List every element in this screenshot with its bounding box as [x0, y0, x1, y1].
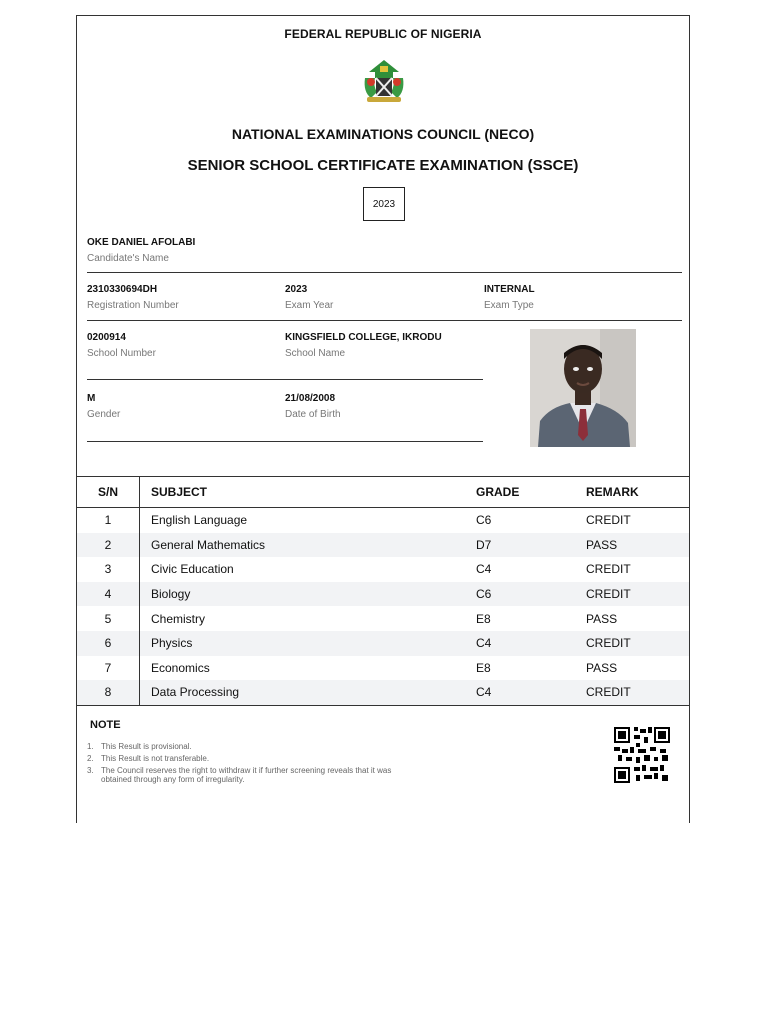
row-sn: 8 — [77, 680, 140, 705]
registration-label: Registration Number — [87, 300, 179, 311]
registration-field — [87, 284, 179, 311]
note-text: This Result is provisional. — [101, 742, 192, 751]
divider — [87, 320, 682, 321]
table-row — [77, 656, 690, 681]
school-name-label: School Name — [285, 348, 346, 359]
school-number-label: School Number — [87, 348, 156, 359]
candidate-name-field — [87, 237, 195, 264]
row-subject: Biology — [140, 582, 477, 607]
qr-code-icon — [614, 727, 670, 783]
school-name-field — [285, 332, 442, 359]
country-title: FEDERAL REPUBLIC OF NIGERIA — [284, 27, 482, 41]
note-text: The Council reserves the right to withdraw it if further screening reveals that it was obtained through any form of irregularity. — [101, 766, 392, 784]
council-title: NATIONAL EXAMINATIONS COUNCIL (NECO) — [231, 126, 535, 142]
school-name: KINGSFIELD COLLEGE, IKRODU — [285, 332, 442, 343]
note-list — [87, 742, 401, 787]
candidate-name: OKE DANIEL AFOLABI — [87, 237, 196, 248]
row-subject: Data Processing — [140, 680, 477, 705]
exam-type-label: Exam Type — [484, 300, 534, 311]
exam-type-field — [484, 284, 535, 311]
exam-type: INTERNAL — [484, 284, 535, 295]
row-grade: C6 — [476, 513, 492, 528]
header-sn: S/N — [77, 477, 140, 508]
table-row — [77, 631, 690, 656]
row-remark: CREDIT — [586, 680, 690, 705]
row-subject: English Language — [151, 513, 248, 528]
row-sn: 7 — [77, 656, 140, 681]
note-text: This Result is not transferable. — [101, 754, 210, 763]
exam-year-box: 2023 — [363, 187, 405, 221]
candidate-name-label: Candidate's Name — [87, 253, 169, 264]
row-sn: 3 — [77, 557, 140, 582]
row-remark: PASS — [586, 660, 618, 675]
row-sn: 4 — [77, 582, 140, 607]
row-sn: 2 — [77, 533, 140, 558]
divider — [87, 379, 483, 380]
row-subject: Chemistry — [151, 611, 206, 626]
row-grade: E8 — [476, 611, 491, 626]
row-grade: C4 — [476, 631, 586, 656]
registration-number: 2310330694DH — [87, 284, 158, 295]
row-subject: Physics — [140, 631, 477, 656]
row-remark: CREDIT — [586, 631, 690, 656]
row-subject: Economics — [151, 660, 210, 675]
candidate-photo — [530, 329, 636, 447]
table-header-row — [77, 477, 690, 508]
note-item — [87, 766, 401, 784]
divider — [87, 441, 483, 442]
school-number: 0200914 — [87, 332, 126, 343]
exam-year-field — [285, 284, 333, 311]
note-number: 3. — [87, 766, 94, 775]
dob-field — [285, 393, 341, 420]
row-grade: C4 — [476, 562, 492, 577]
row-remark: PASS — [586, 533, 690, 558]
row-remark: PASS — [586, 611, 618, 626]
exam-title: SENIOR SCHOOL CERTIFICATE EXAMINATION (SSCE) — [187, 157, 579, 174]
exam-year-label: Exam Year — [285, 300, 334, 311]
header-subject: SUBJECT — [140, 477, 477, 508]
row-grade: C4 — [476, 680, 586, 705]
row-remark: CREDIT — [586, 513, 631, 528]
row-sn: 6 — [77, 631, 140, 656]
gender-field — [87, 393, 120, 420]
header-remark: REMARK — [586, 477, 690, 508]
row-sn: 1 — [77, 508, 140, 533]
row-subject: Civic Education — [151, 562, 234, 577]
table-row — [77, 582, 690, 607]
row-grade: D7 — [476, 533, 586, 558]
dob-label: Date of Birth — [285, 409, 341, 420]
row-grade: C6 — [476, 582, 586, 607]
table-row — [77, 557, 690, 582]
table-row — [77, 680, 690, 705]
note-number: 1. — [87, 742, 94, 751]
table-row — [77, 508, 690, 533]
date-of-birth: 21/08/2008 — [285, 393, 336, 404]
note-title: NOTE — [90, 719, 121, 731]
coat-of-arms-icon — [359, 58, 409, 104]
school-number-field — [87, 332, 156, 359]
gender: M — [87, 393, 96, 404]
table-row — [77, 606, 690, 631]
note-number: 2. — [87, 754, 94, 763]
table-row — [77, 533, 690, 558]
row-grade: E8 — [476, 660, 491, 675]
note-item — [87, 742, 401, 751]
gender-label: Gender — [87, 409, 121, 420]
results-table — [76, 476, 690, 706]
row-remark: CREDIT — [586, 582, 690, 607]
divider — [87, 272, 682, 273]
row-subject: General Mathematics — [140, 533, 477, 558]
header-grade: GRADE — [476, 477, 586, 508]
exam-year: 2023 — [285, 284, 308, 295]
row-remark: CREDIT — [586, 562, 631, 577]
row-sn: 5 — [77, 606, 140, 631]
note-item — [87, 754, 401, 763]
